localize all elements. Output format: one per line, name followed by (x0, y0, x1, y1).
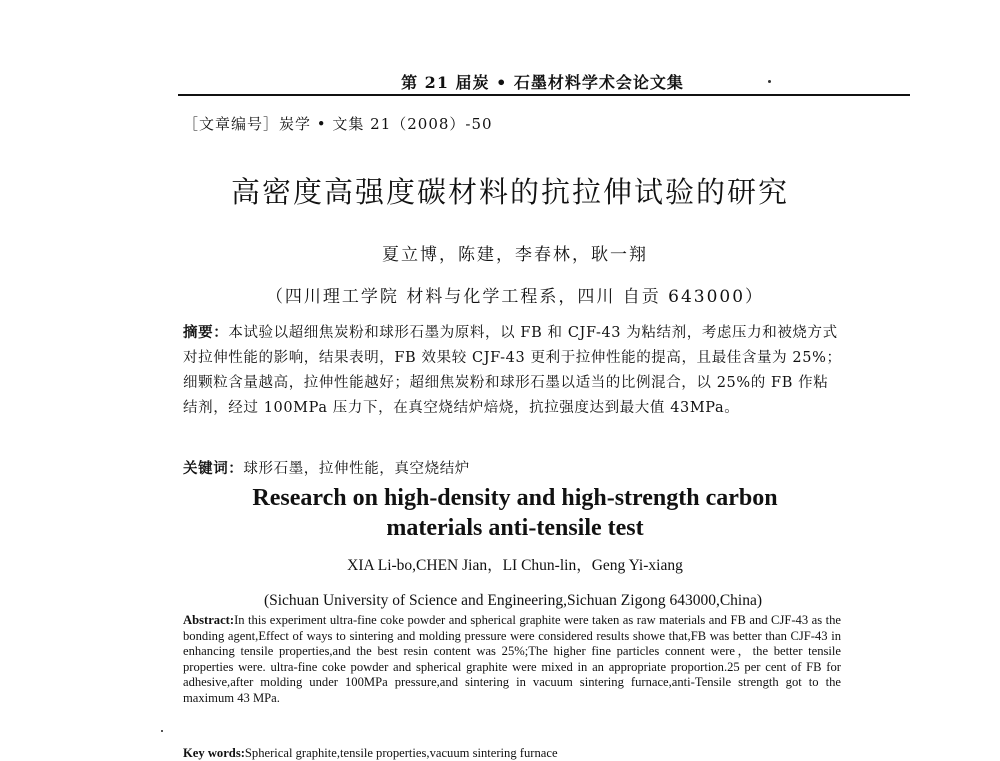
header-rule (178, 94, 910, 96)
english-abstract-label: Abstract: (183, 613, 235, 627)
header-speck (768, 80, 771, 83)
english-abstract (183, 613, 841, 707)
english-keywords-text: Spherical graphite,tensile properties,vacuum sintering furnace (244, 746, 558, 760)
english-title-line-1: Research on high-density and high-strength carbon (252, 485, 778, 511)
english-affiliation: (Sichuan University of Science and Engineering,Sichuan Zigong 643000,China) (263, 592, 763, 609)
english-abstract-text: In this experiment ultra-fine coke powder and spherical graphite were taken as raw materials and FB and CJF-43 as the bonding agent,Effect of ways to sintering and molding pressure were considered results showe that,FB was better than CJF-43 in enhancing tensile properties,and the best resin content was 25%;The higher fine particles connent were，the better tensile properties were. ultra-fine coke powder and spherical graphite were mixed in an appropriate proportion.25 per cent of FB for adhesive,after molding under 100MPa pressure,and sintering in vacuum sintering furnace,anti-Tensile strength got to the maximum 43 MPa. (183, 613, 841, 705)
english-title (200, 483, 830, 543)
chinese-abstract-label: 摘要： (183, 324, 229, 341)
english-title-line-2: materials anti-tensile test (386, 515, 644, 541)
chinese-abstract (183, 320, 843, 421)
english-authors: XIA Li-bo,CHEN Jian，LI Chun-lin，Geng Yi-xiang (347, 557, 683, 574)
article-number: ［文章编号］炭学 • 文集 21（2008）-50 (183, 115, 493, 133)
chinese-authors: 夏立博，陈建，李春林，耿一翔 (382, 245, 648, 265)
english-keywords (183, 746, 841, 761)
english-keywords-label: Key words: (183, 746, 245, 760)
running-header: 第 21 届炭 • 石墨材料学术会论文集 (401, 73, 684, 92)
chinese-title: 高密度高强度碳材料的抗拉伸试验的研究 (230, 175, 789, 209)
chinese-abstract-text: 本试验以超细焦炭粉和球形石墨为原料，以 FB 和 CJF-43 为粘结剂，考虑压力和被烧方式对拉伸性能的影响，结果表明，FB 效果较 CJF-43 更利于拉伸性能的提高，且最佳含量为 25%；细颗粒含量越高，拉伸性能越好；超细焦炭粉和球形石墨以适当的比例混合，以 25%的 FB 作粘结剂，经过 100MPa 压力下，在真空烧结炉焙烧，抗拉强度达到最大值 43MPa。 (183, 325, 842, 416)
chinese-affiliation: （四川理工学院 材料与化学工程系，四川 自贡 643000） (265, 287, 765, 307)
chinese-keywords (183, 457, 843, 478)
chinese-keywords-label: 关键词： (183, 460, 244, 477)
margin-speck (161, 730, 163, 732)
chinese-keywords-text: 球形石墨，拉伸性能，真空烧结炉 (243, 461, 470, 477)
